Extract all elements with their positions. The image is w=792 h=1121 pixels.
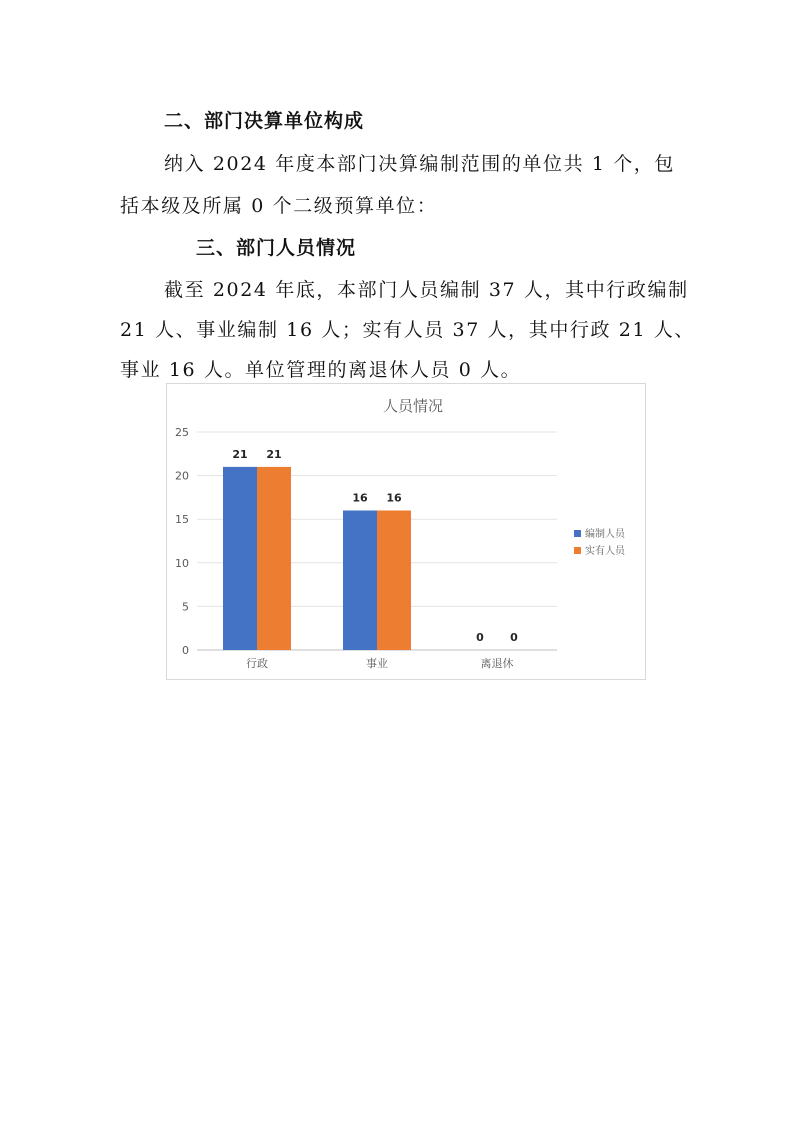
section2-line-1: 纳入 2024 年度本部门决算编制范围的单位共 1 个，包 [164, 153, 676, 175]
data-label: 16 [352, 491, 368, 505]
bar [377, 510, 411, 650]
section2-line-2: 括本级及所属 0 个二级预算单位： [120, 195, 438, 217]
section3-line-1: 截至 2024 年底，本部门人员编制 37 人，其中行政编制 [164, 279, 689, 301]
section3-heading: 三、部门人员情况 [196, 237, 357, 259]
bar [257, 467, 291, 650]
x-tick-label: 行政 [246, 657, 268, 670]
data-label: 21 [266, 447, 282, 461]
chart-title: 人员情况 [382, 397, 444, 415]
legend-label: 实有人员 [585, 546, 625, 557]
x-tick-label: 事业 [366, 657, 388, 670]
y-tick-label: 5 [182, 600, 189, 614]
x-tick-label: 离退休 [480, 657, 514, 670]
y-tick-label: 25 [175, 426, 189, 439]
section2-heading: 二、部门决算单位构成 [164, 110, 365, 132]
y-tick-label: 15 [175, 513, 189, 527]
y-tick-label: 10 [175, 556, 189, 570]
data-label: 21 [232, 447, 248, 461]
section3-line-2: 21 人、事业编制 16 人；实有人员 37 人，其中行政 21 人、 [120, 319, 695, 341]
data-label: 0 [510, 631, 518, 644]
data-label: 0 [476, 631, 484, 644]
legend-swatch [574, 530, 581, 537]
legend-swatch [574, 547, 581, 554]
bar [343, 510, 377, 650]
chart-svg [167, 384, 645, 679]
y-tick-label: 20 [175, 469, 189, 483]
section3-line-3: 事业 16 人。单位管理的离退休人员 0 人。 [120, 359, 522, 381]
bar [223, 467, 257, 650]
legend-label: 编制人员 [585, 529, 625, 540]
data-label: 16 [386, 491, 402, 505]
staff-chart [166, 383, 646, 680]
y-tick-label: 0 [182, 644, 189, 657]
